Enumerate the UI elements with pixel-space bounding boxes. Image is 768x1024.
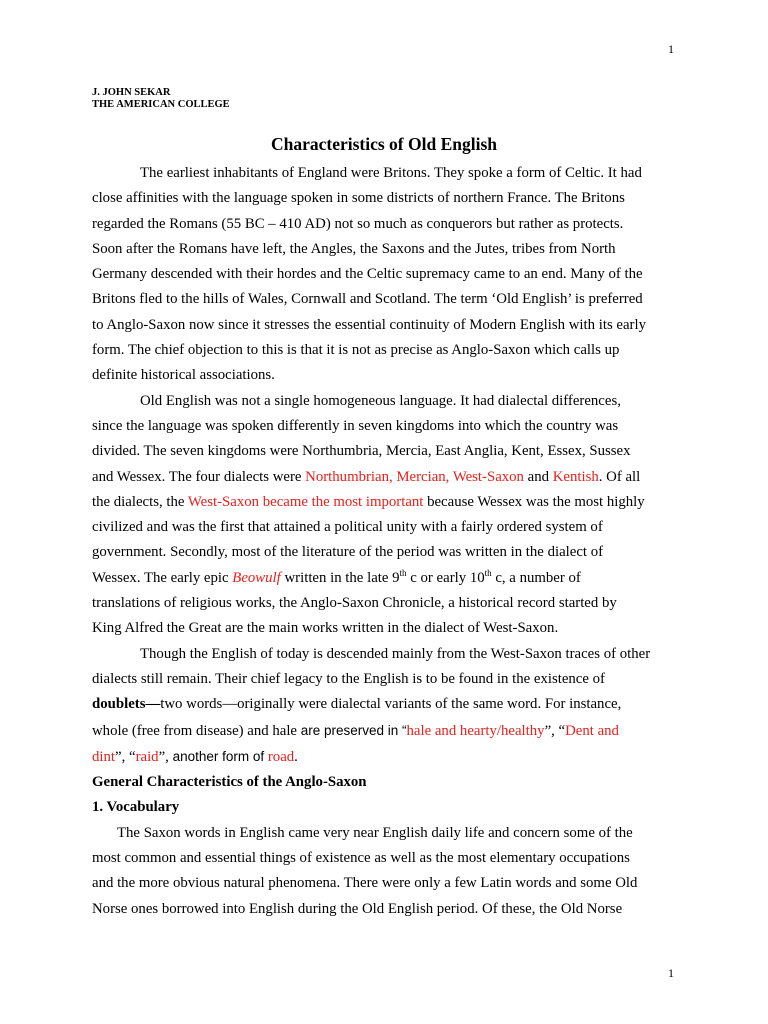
highlighted-phrase: dint <box>92 748 116 765</box>
highlighted-phrase: raid <box>135 748 159 765</box>
text-line: Old English was not a single homogeneous language. It had dialectal differences, <box>140 392 621 409</box>
highlighted-phrase: road <box>267 748 295 765</box>
highlighted-phrase: hale and hearty/healthy <box>406 722 545 739</box>
text-line: The earliest inhabitants of England were Britons. They spoke a form of Celtic. It had <box>140 165 642 181</box>
text-run: another form of <box>172 748 268 764</box>
author-name: J. JOHN SEKAR <box>92 87 171 98</box>
text-line <box>92 718 678 744</box>
text-line: government. Secondly, most of the literature of the period was written in the dialect of <box>92 544 604 561</box>
text-line: most common and essential things of existence as well as the most elementary occupations <box>92 850 630 867</box>
text-line: Soon after the Romans have left, the Angles, the Saxons and the Jutes, tribes from North <box>92 240 616 257</box>
text-line: The Saxon words in English came very near English daily life and concern some of the <box>117 824 633 841</box>
text-run: Wessex. The early epic <box>92 569 233 586</box>
page-number-bottom: 1 <box>668 966 674 980</box>
text-line: translations of religious works, the Anglo-Saxon Chronicle, a historical record started by <box>92 595 617 612</box>
text-line <box>92 465 678 490</box>
text-run: are preserved in “ <box>300 722 407 738</box>
text-line <box>92 490 678 515</box>
page-number-top: 1 <box>668 42 674 56</box>
text-run: ”, “ <box>115 748 136 765</box>
highlighted-west-saxon: West-Saxon became the most important <box>187 493 424 510</box>
text-run: ”, “ <box>544 722 566 739</box>
text-line: form. The chief objection to this is that it is not as precise as Anglo-Saxon which calls up <box>92 342 620 359</box>
text-line: Norse ones borrowed into English during the Old English period. Of these, the Old Norse <box>92 900 623 917</box>
bold-doublets: doublets— <box>92 696 161 713</box>
highlighted-beowulf: Beowulf <box>232 569 281 586</box>
superscript: th <box>399 567 407 578</box>
highlighted-phrase: Dent and <box>565 722 619 739</box>
text-line: definite historical associations. <box>92 367 275 384</box>
text-line: since the language was spoken differently in seven kingdoms into which the country was <box>92 417 619 434</box>
text-run: whole (free from disease) and hale <box>92 722 301 739</box>
text-run: because Wessex was the most highly <box>423 493 645 510</box>
document-title: Characteristics of Old English <box>270 134 498 154</box>
text-run: ”, <box>158 748 173 765</box>
text-line: King Alfred the Great are the main works written in the dialect of West-Saxon. <box>92 620 559 637</box>
text-run: . <box>294 748 298 765</box>
text-line: civilized and was the first that attained a political unity with a fairly ordered system of <box>92 519 603 536</box>
text-run: . Of all <box>598 468 641 485</box>
text-run: two words—originally were dialectal variants of the same word. For instance, <box>160 696 622 713</box>
text-run: written in the late 9 <box>280 569 400 586</box>
text-line: Though the English of today is descended mainly from the West-Saxon traces of other <box>140 645 651 662</box>
text-run: and Wessex. The four dialects were <box>92 468 306 485</box>
text-line <box>92 566 678 591</box>
text-line: Germany descended with their hordes and the Celtic supremacy came to an end. Many of the <box>92 266 643 283</box>
text-line: and the more obvious natural phenomena. There were only a few Latin words and some Old <box>92 875 638 892</box>
text-run: the dialects, the <box>92 493 188 510</box>
highlighted-dialects: Northumbrian, Mercian, West-Saxon <box>305 468 524 485</box>
author-institution: THE AMERICAN COLLEGE <box>92 99 230 110</box>
text-line <box>92 744 678 770</box>
text-run: c or early 10 <box>406 569 485 586</box>
text-run: and <box>523 468 553 485</box>
text-line: divided. The seven kingdoms were Northumbria, Mercia, East Anglia, Kent, Essex, Sussex <box>92 443 631 460</box>
text-line: close affinities with the language spoken in some districts of northern France. The Britons <box>92 190 625 207</box>
text-line <box>92 692 678 717</box>
text-line: to Anglo-Saxon now since it stresses the essential continuity of Modern English with its early <box>92 316 646 333</box>
subsection-heading: 1. Vocabulary <box>92 799 180 816</box>
highlighted-kentish: Kentish <box>552 468 599 485</box>
document-body <box>92 161 678 922</box>
author-block <box>92 87 230 111</box>
section-heading: General Characteristics of the Anglo-Saxon <box>92 774 367 791</box>
superscript: th <box>484 567 492 578</box>
text-line: regarded the Romans (55 BC – 410 AD) not so much as conquerors but rather as protects. <box>92 215 624 232</box>
text-line: dialects still remain. Their chief legacy to the English is to be found in the existence of <box>92 670 605 687</box>
text-run: c, a number of <box>491 569 581 586</box>
text-line: Britons fled to the hills of Wales, Cornwall and Scotland. The term ‘Old English’ is preferred <box>92 291 643 308</box>
